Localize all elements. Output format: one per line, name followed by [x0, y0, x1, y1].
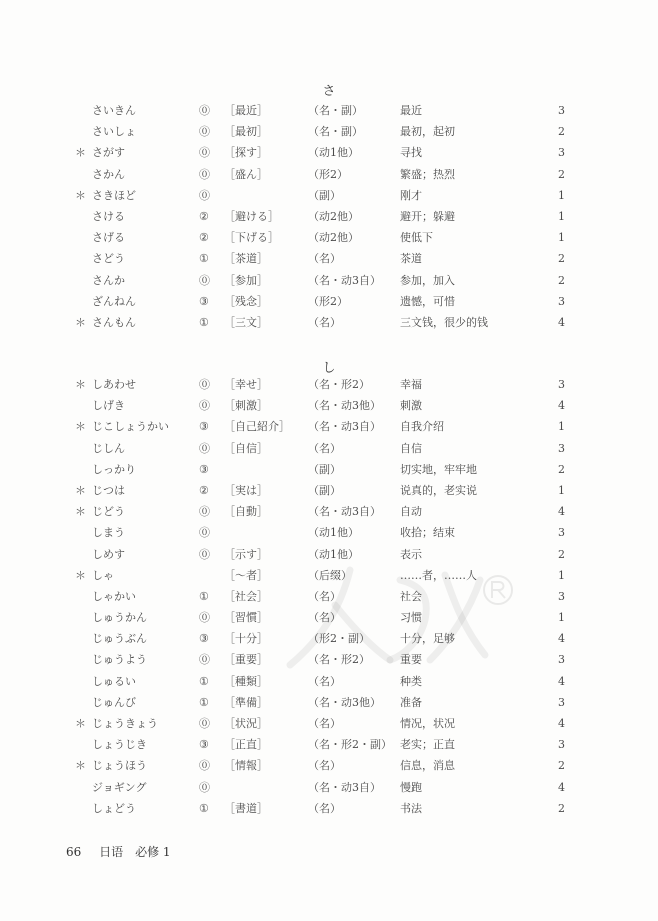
- vocab-accent: ③: [199, 632, 209, 646]
- vocab-lesson: 4: [558, 632, 565, 646]
- vocab-meaning: 切实地，牢牢地: [400, 462, 477, 476]
- vocab-pos: （名）: [308, 611, 341, 625]
- vocab-kanji: ［社会］: [224, 589, 268, 603]
- vocab-lesson: 2: [558, 547, 565, 561]
- vocab-kana: じょうきょう: [92, 717, 158, 730]
- vocab-kana: しっかり: [92, 462, 136, 476]
- vocab-lesson: 4: [558, 674, 565, 688]
- vocab-kana: じこしょうかい: [92, 420, 169, 434]
- vocab-pos: （名）: [308, 801, 341, 815]
- vocab-lesson: 3: [558, 526, 565, 540]
- vocab-pos: （名・形2・副）: [308, 738, 392, 752]
- vocab-pos: （形2・副）: [308, 632, 370, 646]
- vocab-kana: しあわせ: [92, 378, 136, 391]
- vocab-meaning: 三文钱，很少的钱: [400, 315, 488, 329]
- vocab-row: [0, 291, 658, 312]
- vocab-accent: ⓪: [199, 526, 210, 540]
- vocab-kana: しめす: [92, 547, 125, 561]
- vocab-kana: さける: [92, 209, 125, 223]
- vocab-star: ＊: [75, 188, 86, 202]
- vocab-accent: ⓪: [199, 717, 210, 730]
- vocab-pos: （名・形2）: [308, 653, 370, 667]
- vocab-lesson: 3: [558, 738, 565, 752]
- vocab-lesson: 3: [558, 104, 565, 117]
- vocab-meaning: 十分，足够: [400, 632, 455, 646]
- vocab-kanji: ［～者］: [224, 568, 268, 582]
- vocab-pos: （副）: [308, 462, 341, 476]
- vocab-accent: ③: [199, 294, 209, 308]
- vocab-row: [0, 501, 658, 522]
- vocab-meaning: 遗憾，可惜: [400, 294, 455, 308]
- vocab-kanji: ［自動］: [224, 505, 268, 519]
- vocab-meaning: 情况，状况: [400, 717, 455, 730]
- vocab-kanji: ［示す］: [224, 547, 268, 561]
- section-heading-shi: し: [322, 361, 336, 376]
- vocab-row: [0, 713, 658, 734]
- vocab-lesson: 1: [558, 568, 565, 582]
- vocab-accent: ⓪: [199, 125, 210, 139]
- vocab-star: ＊: [75, 483, 86, 497]
- vocab-kana: しゅるい: [92, 674, 136, 688]
- vocab-lesson: 2: [558, 252, 565, 266]
- vocab-kanji: ［準備］: [224, 695, 268, 709]
- vocab-pos: （名）: [308, 674, 341, 688]
- vocab-kanji: ［自信］: [224, 441, 268, 455]
- vocab-meaning: 习惯: [400, 611, 422, 625]
- section-heading-sa: さ: [322, 84, 336, 99]
- vocab-lesson: 2: [558, 462, 565, 476]
- vocab-pos: （副）: [308, 483, 341, 497]
- vocab-star: ＊: [75, 420, 86, 434]
- vocab-accent: ③: [199, 420, 209, 434]
- vocab-lesson: 2: [558, 801, 565, 815]
- vocab-accent: ①: [199, 674, 209, 688]
- vocab-kana: じどう: [92, 505, 125, 519]
- vocab-kana: しまう: [92, 526, 125, 540]
- vocab-lesson: 4: [558, 505, 565, 519]
- vocab-lesson: 3: [558, 378, 565, 391]
- vocab-kanji: ［探す］: [224, 146, 268, 160]
- vocab-kanji: ［参加］: [224, 273, 268, 287]
- vocab-meaning: 老实；正直: [400, 738, 455, 752]
- vocab-meaning: 自信: [400, 441, 422, 455]
- vocab-accent: ⓪: [199, 780, 210, 794]
- vocab-row: [0, 374, 658, 395]
- vocab-kanji: ［三文］: [224, 315, 268, 329]
- vocab-star: ＊: [75, 568, 86, 582]
- vocab-lesson: 1: [558, 188, 565, 202]
- vocab-pos: （名）: [308, 717, 341, 730]
- vocab-row: [0, 565, 658, 586]
- vocab-list-sa: [0, 100, 658, 333]
- vocab-kana: さがす: [92, 146, 125, 160]
- vocab-row: [0, 312, 658, 333]
- vocab-meaning: 说真的，老实说: [400, 483, 477, 497]
- vocab-row: [0, 586, 658, 607]
- vocab-kana: さいしょ: [92, 125, 136, 139]
- vocab-row: [0, 628, 658, 649]
- vocab-pos: （名・形2）: [308, 378, 370, 391]
- vocab-pos: （后缀）: [308, 568, 352, 582]
- vocab-meaning: 最近: [400, 104, 422, 117]
- vocab-meaning: 准备: [400, 695, 422, 709]
- vocab-accent: ⓪: [199, 653, 210, 667]
- vocab-kanji: ［書道］: [224, 801, 268, 815]
- vocab-accent: ⓪: [199, 167, 210, 181]
- vocab-kana: しゃかい: [92, 589, 136, 603]
- vocab-pos: （名）: [308, 252, 341, 266]
- vocab-meaning: 幸福: [400, 378, 422, 391]
- vocab-row: [0, 164, 658, 185]
- vocab-kana: じょうほう: [92, 759, 147, 773]
- vocab-kanji: ［下げる］: [224, 231, 279, 245]
- vocab-kana: さげる: [92, 231, 125, 245]
- vocab-pos: （名・动3自）: [308, 273, 381, 287]
- vocab-meaning: 最初，起初: [400, 125, 455, 139]
- vocab-meaning: 刚才: [400, 188, 422, 202]
- vocab-pos: （动2他）: [308, 209, 359, 223]
- vocab-row: [0, 692, 658, 713]
- vocab-lesson: 4: [558, 780, 565, 794]
- vocab-row: [0, 777, 658, 798]
- vocab-kanji: ［十分］: [224, 632, 268, 646]
- vocab-meaning: 收拾；结束: [400, 526, 455, 540]
- vocab-row: [0, 121, 658, 142]
- vocab-meaning: 重要: [400, 653, 422, 667]
- vocab-row: [0, 544, 658, 565]
- vocab-kana: ジョギング: [92, 780, 147, 794]
- vocab-lesson: 1: [558, 231, 565, 245]
- vocab-row: [0, 459, 658, 480]
- vocab-pos: （名・副）: [308, 125, 363, 139]
- vocab-accent: ⓪: [199, 759, 210, 773]
- vocab-kanji: ［盛ん］: [224, 167, 268, 181]
- vocab-row: [0, 480, 658, 501]
- vocab-kanji: ［最初］: [224, 125, 268, 139]
- vocab-lesson: 1: [558, 420, 565, 434]
- vocab-kanji: ［正直］: [224, 738, 268, 752]
- vocab-accent: ①: [199, 801, 209, 815]
- vocab-list-shi: [0, 374, 658, 819]
- vocab-row: [0, 395, 658, 416]
- vocab-row: [0, 270, 658, 291]
- vocab-accent: ⓪: [199, 399, 210, 413]
- vocab-meaning: 慢跑: [400, 780, 422, 794]
- vocab-accent: ①: [199, 589, 209, 603]
- vocab-lesson: 2: [558, 125, 565, 139]
- vocab-lesson: 1: [558, 611, 565, 625]
- vocab-star: ＊: [75, 505, 86, 519]
- vocab-accent: ⓪: [199, 273, 210, 287]
- vocab-meaning: 避开；躲避: [400, 209, 455, 223]
- vocab-accent: ①: [199, 315, 209, 329]
- vocab-kana: じゅんび: [92, 695, 136, 709]
- vocab-kana: さかん: [92, 167, 125, 181]
- vocab-pos: （名）: [308, 441, 341, 455]
- vocab-kanji: ［茶道］: [224, 252, 268, 266]
- vocab-accent: ①: [199, 695, 209, 709]
- vocab-accent: ②: [199, 231, 209, 245]
- vocab-kanji: ［残念］: [224, 294, 268, 308]
- vocab-meaning: 表示: [400, 547, 422, 561]
- vocab-star: ＊: [75, 717, 86, 730]
- vocab-pos: （名・动3自）: [308, 505, 381, 519]
- vocab-accent: ②: [199, 209, 209, 223]
- vocab-lesson: 2: [558, 759, 565, 773]
- vocab-kana: しょどう: [92, 801, 136, 815]
- vocab-kana: じつは: [92, 483, 125, 497]
- vocab-pos: （动1他）: [308, 526, 359, 540]
- vocab-meaning: 刺激: [400, 399, 422, 413]
- vocab-accent: ③: [199, 462, 209, 476]
- vocab-kanji: ［状況］: [224, 717, 268, 730]
- vocab-row: [0, 607, 658, 628]
- page-number: 66: [66, 845, 82, 859]
- vocab-pos: （动1他）: [308, 146, 359, 160]
- vocab-row: [0, 755, 658, 776]
- vocab-lesson: 3: [558, 146, 565, 160]
- vocab-accent: ②: [199, 483, 209, 497]
- vocab-kana: さきほど: [92, 188, 136, 202]
- vocab-kana: しゃ: [92, 568, 114, 582]
- vocab-kana: じゅうぶん: [92, 632, 147, 646]
- vocab-pos: （名・副）: [308, 104, 363, 117]
- vocab-accent: ⓪: [199, 441, 210, 455]
- vocab-row: [0, 227, 658, 248]
- vocab-row: [0, 416, 658, 437]
- vocab-row: [0, 438, 658, 459]
- vocab-accent: ①: [199, 252, 209, 266]
- vocab-lesson: 3: [558, 589, 565, 603]
- vocab-meaning: 寻找: [400, 146, 422, 160]
- vocab-pos: （名・动3他）: [308, 399, 381, 413]
- vocab-lesson: 4: [558, 315, 565, 329]
- vocab-lesson: 1: [558, 483, 565, 497]
- vocab-kana: じしん: [92, 441, 125, 455]
- vocab-accent: ⓪: [199, 547, 210, 561]
- vocab-row: [0, 185, 658, 206]
- vocab-kanji: ［重要］: [224, 653, 268, 667]
- vocab-meaning: ……者，……人: [400, 568, 477, 582]
- vocab-pos: （名・动3自）: [308, 420, 381, 434]
- vocab-kana: さどう: [92, 252, 125, 266]
- vocab-row: [0, 206, 658, 227]
- vocab-row: [0, 100, 658, 121]
- vocab-kanji: ［実は］: [224, 483, 268, 497]
- book-title: 日语 必修 1: [99, 845, 171, 859]
- vocab-kana: ざんねん: [92, 294, 136, 308]
- vocab-kanji: ［幸せ］: [224, 378, 268, 391]
- vocab-pos: （副）: [308, 188, 341, 202]
- vocab-kanji: ［避ける］: [224, 209, 279, 223]
- vocab-accent: ⓪: [199, 378, 210, 391]
- vocab-lesson: 4: [558, 717, 565, 730]
- vocab-kanji: ［自己紹介］: [224, 420, 290, 434]
- vocab-row: [0, 522, 658, 543]
- vocab-meaning: 种类: [400, 674, 422, 688]
- vocab-kana: さいきん: [92, 104, 136, 117]
- vocab-kana: しょうじき: [92, 738, 147, 752]
- vocab-meaning: 使低下: [400, 231, 433, 245]
- vocab-kanji: ［情報］: [224, 759, 268, 773]
- vocab-kana: じゅうよう: [92, 653, 147, 667]
- vocab-lesson: 4: [558, 399, 565, 413]
- vocab-accent: ⓪: [199, 188, 210, 202]
- vocab-kanji: ［種類］: [224, 674, 268, 688]
- vocab-pos: （名・动3自）: [308, 780, 381, 794]
- vocab-row: [0, 798, 658, 819]
- vocab-row: [0, 734, 658, 755]
- vocab-kanji: ［習慣］: [224, 611, 268, 625]
- vocab-pos: （名）: [308, 589, 341, 603]
- vocab-pos: （形2）: [308, 294, 348, 308]
- vocab-row: [0, 142, 658, 163]
- vocab-meaning: 茶道: [400, 252, 422, 266]
- vocab-star: ＊: [75, 315, 86, 329]
- vocab-meaning: 参加，加入: [400, 273, 455, 287]
- vocab-kana: しゅうかん: [92, 611, 147, 625]
- vocab-lesson: 3: [558, 695, 565, 709]
- vocab-pos: （形2）: [308, 167, 348, 181]
- vocab-accent: ③: [199, 738, 209, 752]
- vocab-meaning: 繁盛；热烈: [400, 167, 455, 181]
- vocab-kana: さんもん: [92, 315, 136, 329]
- page-footer: [66, 843, 185, 860]
- vocab-pos: （名）: [308, 315, 341, 329]
- vocab-row: [0, 649, 658, 670]
- vocab-meaning: 信息，消息: [400, 759, 455, 773]
- vocab-kana: さんか: [92, 273, 125, 287]
- vocab-accent: ⓪: [199, 505, 210, 519]
- vocab-lesson: 1: [558, 209, 565, 223]
- vocab-star: ＊: [75, 759, 86, 773]
- vocab-row: [0, 671, 658, 692]
- vocab-pos: （动2他）: [308, 231, 359, 245]
- vocab-accent: ⓪: [199, 146, 210, 160]
- vocab-accent: ⓪: [199, 104, 210, 117]
- vocab-lesson: 2: [558, 167, 565, 181]
- vocab-row: [0, 248, 658, 269]
- vocab-star: ＊: [75, 146, 86, 160]
- vocab-kana: しげき: [92, 399, 125, 413]
- vocab-lesson: 3: [558, 441, 565, 455]
- vocab-meaning: 社会: [400, 589, 422, 603]
- vocab-kanji: ［最近］: [224, 104, 268, 117]
- vocab-lesson: 2: [558, 273, 565, 287]
- vocab-star: ＊: [75, 378, 86, 391]
- vocab-kanji: ［刺激］: [224, 399, 268, 413]
- vocab-meaning: 自我介绍: [400, 420, 444, 434]
- vocab-pos: （名・动3他）: [308, 695, 381, 709]
- vocab-lesson: 3: [558, 653, 565, 667]
- vocab-lesson: 3: [558, 294, 565, 308]
- vocab-pos: （动1他）: [308, 547, 359, 561]
- vocab-meaning: 书法: [400, 801, 422, 815]
- vocab-meaning: 自动: [400, 505, 422, 519]
- vocab-accent: ⓪: [199, 611, 210, 625]
- vocab-pos: （名）: [308, 759, 341, 773]
